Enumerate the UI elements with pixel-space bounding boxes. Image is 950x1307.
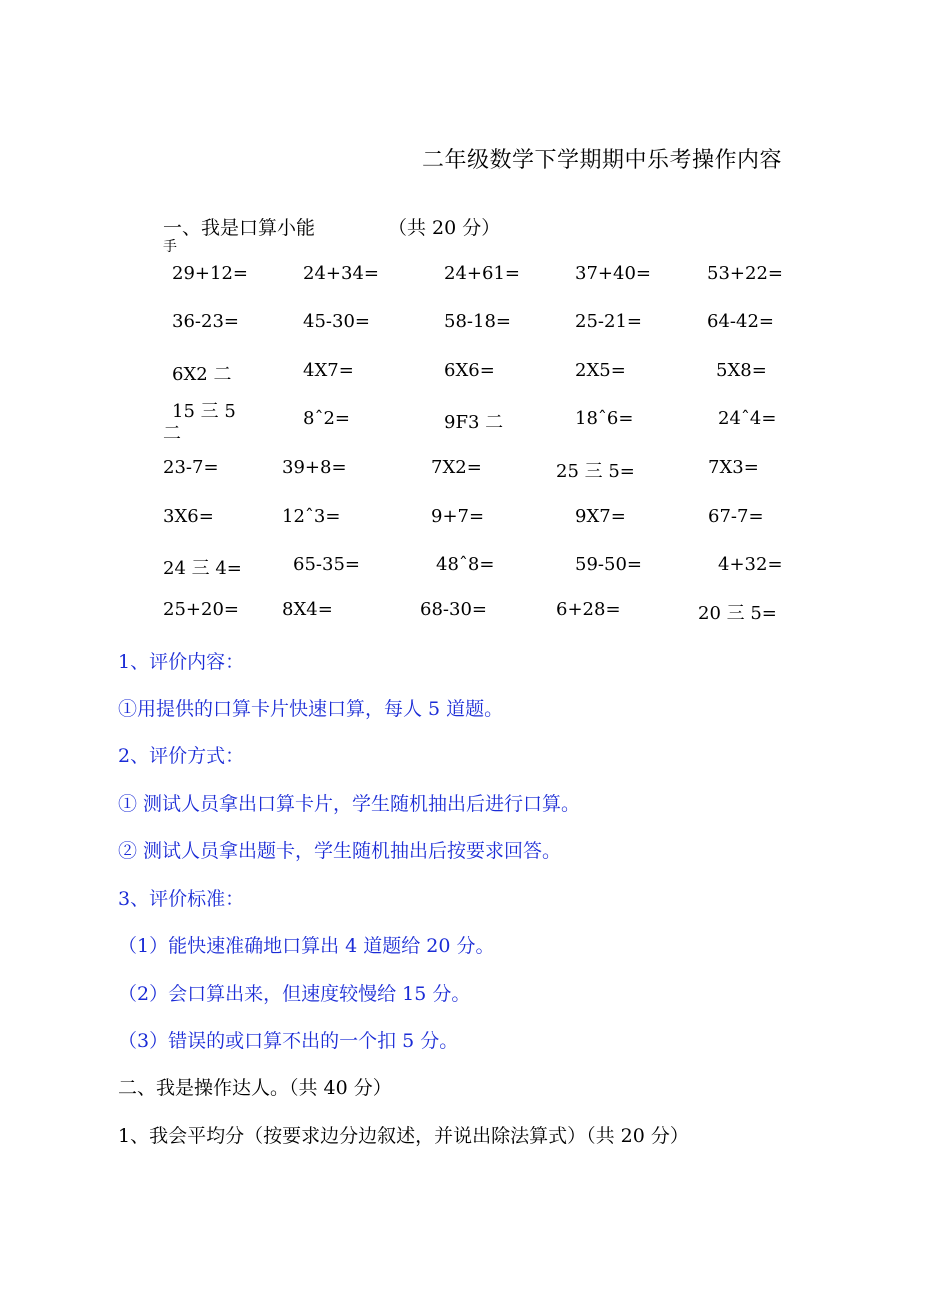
- problem-cell: 8X4=: [282, 599, 333, 620]
- problem-cell: 9+7=: [431, 506, 485, 527]
- problem-cell: 53+22=: [707, 263, 783, 284]
- problem-cell: 6X2 二: [172, 364, 232, 385]
- evaluation-standard-item: （3）错误的或口算不出的一个扣 5 分。: [118, 1030, 459, 1052]
- evaluation-method-item: ② 测试人员拿出题卡，学生随机抽出后按要求回答。: [118, 840, 562, 862]
- problem-cell: [163, 397, 236, 444]
- problem-cell: 59-50=: [575, 554, 642, 575]
- problem-cell: 7X2=: [431, 457, 482, 478]
- problem-cell: 48ˆ8=: [436, 554, 495, 575]
- section-1-heading-text: 一、我是口算小能: [163, 217, 316, 239]
- problem-cell: 25-21=: [575, 311, 642, 332]
- problem-cell: 6X6=: [444, 360, 495, 381]
- problem-cell: 6+28=: [556, 599, 621, 620]
- problem-cell: 67-7=: [708, 506, 764, 527]
- problem-cell: 4+32=: [718, 554, 783, 575]
- problem-cell: 12ˆ3=: [282, 506, 341, 527]
- problem-cell: 39+8=: [282, 457, 347, 478]
- problem-text: 15 三 5: [172, 401, 236, 422]
- problem-cell: 29+12=: [172, 263, 248, 284]
- document-title: 二年级数学下学期期中乐考操作内容: [422, 148, 783, 173]
- problem-cell: 3X6=: [163, 506, 214, 527]
- section-1-score: （共 20 分）: [388, 217, 501, 239]
- evaluation-content-heading: 1、评价内容：: [118, 651, 245, 673]
- problem-cell: 58-18=: [444, 311, 511, 332]
- problem-cell: 9F3 二: [444, 412, 504, 433]
- problem-cell: 20 三 5=: [698, 603, 777, 624]
- problem-cell: 5X8=: [716, 360, 767, 381]
- problem-cell: 37+40=: [575, 263, 651, 284]
- evaluation-standard-item: （2）会口算出来，但速度较慢给 15 分。: [118, 983, 471, 1005]
- problem-cell: 2X5=: [575, 360, 626, 381]
- problem-cell: 65-35=: [293, 554, 360, 575]
- problem-cell: 24+61=: [444, 263, 520, 284]
- section-2-heading: 二、我是操作达人。（共 40 分）: [118, 1077, 392, 1099]
- problem-cell: 7X3=: [708, 457, 759, 478]
- problem-cell: 18ˆ6=: [575, 408, 634, 429]
- problem-wrap-text: 二: [163, 423, 181, 444]
- evaluation-content-item: ①用提供的口算卡片快速口算，每人 5 道题。: [118, 698, 504, 720]
- evaluation-standard-item: （1）能快速准确地口算出 4 道题给 20 分。: [118, 935, 495, 957]
- problem-cell: 23-7=: [163, 457, 219, 478]
- problem-cell: 68-30=: [420, 599, 487, 620]
- problem-cell: 9X7=: [575, 506, 626, 527]
- problem-cell: 8ˆ2=: [303, 408, 350, 429]
- problem-cell: 64-42=: [707, 311, 774, 332]
- problem-cell: 45-30=: [303, 311, 370, 332]
- evaluation-method-heading: 2、评价方式：: [118, 745, 245, 767]
- section-2-item: 1、我会平均分（按要求边分边叙述，并说出除法算式）（共 20 分）: [118, 1125, 689, 1147]
- problem-cell: 25 三 5=: [556, 461, 635, 482]
- evaluation-standard-heading: 3、评价标准：: [118, 888, 245, 910]
- problem-cell: 24+34=: [303, 263, 379, 284]
- problem-cell: 4X7=: [303, 360, 354, 381]
- problem-cell: 36-23=: [172, 311, 239, 332]
- problem-cell: 24 三 4=: [163, 558, 242, 579]
- section-1-heading-wrap: 手: [163, 239, 177, 255]
- problem-cell: 24ˆ4=: [718, 408, 777, 429]
- problem-cell: 25+20=: [163, 599, 239, 620]
- evaluation-method-item: ① 测试人员拿出口算卡片，学生随机抽出后进行口算。: [118, 793, 581, 815]
